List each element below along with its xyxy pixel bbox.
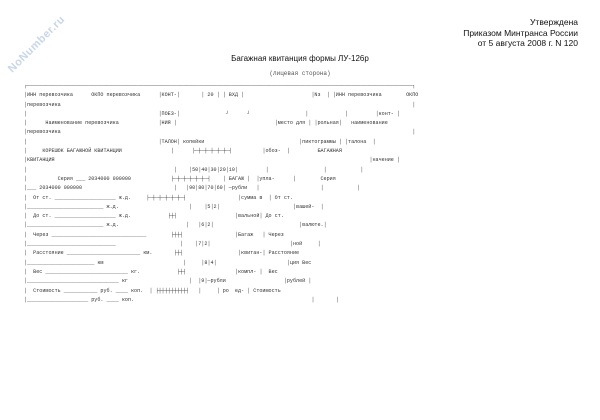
document-subtitle: (лицевая сторона) (269, 70, 331, 77)
form-line: │ Стоимость ___________ руб. ____ коп. │ ├┼┼┼┼┼┼┼┼┼┤ │ │ ро ед- │ Стоимость (24, 287, 281, 294)
form-line: │____________________ руб. ____ коп. │ │ (24, 296, 339, 303)
form-line: │ КОРЕШОК БАГАЖНОЙ КВИТАНЦИИ │ ├─┼─┼─┼─┼─┼─┤ │обоз- │ БАГАЖНАЯ (24, 148, 342, 155)
form-line: │КВИТАНЦИЯ │начение │ (24, 157, 400, 164)
form-line: │ИНН перевозчика ОКПО перевозчика │КОНТ-│ │ 20 │ │ ВХД │ │Nз │ │ИНН перевозчика ОКПО (24, 92, 419, 99)
form-line: │ Серия ___ 2034000 000000 ├─┼─┼─┼─┼─┼─┤ │ БАГАЖ │ │упла- │ Серия (24, 175, 336, 182)
form-line: │_________________________ ж.д. │ │5│2│ │вашей- │ (24, 203, 324, 210)
form-line: │______________________ км │ │8│4│ │ция Вес (24, 259, 312, 266)
form-line: │перевозчика │ (24, 101, 416, 108)
approval-line-3: от 5 августа 2008 г. N 120 (477, 38, 578, 48)
approval-block (463, 17, 578, 49)
form-line: │ Наименование перевозчика │НИЯ │ │место для │ │рольная│ наименование (24, 120, 388, 127)
form-line: │ │ТАЛОН│ копейки │пиктограммы │ │талона │ (24, 138, 376, 145)
form-line: ┌──────────────────────────────────────────────────────────────────────────────────────────────────────────────────────────────┐ (24, 83, 416, 89)
form-line: │___ 2034000 000000 │ │90│80│70│60│ ─рубли │ │ │ (24, 185, 361, 192)
form-line: │ До ст. ____________________ ж.д. ├┼┤ │вальной│ До ст. (24, 213, 284, 220)
form-line: │______________________________ кг │ │9│─рубли │рублей │ (24, 278, 312, 285)
form-line: │ │ПОЕЗ-│ ┘ ┘ │ │ │конт- │ (24, 110, 400, 117)
form-line: │перевозчика │ (24, 129, 416, 136)
form-line: │ От ст. ____________________ ж.д. ├─┼─┼─┼─┼─┼─┤ │сумма в │ От ст. (24, 194, 293, 201)
form-line: │ │ │50│40│30│20│10│ │ │ │ (24, 166, 364, 173)
form-line: │ Через _______________________________ ├┼┼┤ │Багаж │ Через (24, 231, 284, 238)
form-line: │ Расстояние ________________________ км. ├┼┤ │квитан-│ Расстояние (24, 250, 300, 257)
form-line: │_____________________________ │ │7│2│ │ной │ (24, 241, 321, 248)
baggage-receipt-form (24, 82, 580, 305)
form-line: │ Вес ___________________________ кг. ├┼┤ │компл- │ Вес (24, 268, 278, 275)
approval-line-2: Приказом Минтранса России (463, 27, 578, 38)
watermark: NoNumber.ru (5, 13, 68, 76)
approval-line-1: Утверждена (530, 17, 578, 27)
form-line: │_________________________ ж.д. │ │6│2│ │валюте.│ (24, 222, 327, 229)
document-title: Багажная квитанция формы ЛУ-126р (231, 54, 369, 63)
